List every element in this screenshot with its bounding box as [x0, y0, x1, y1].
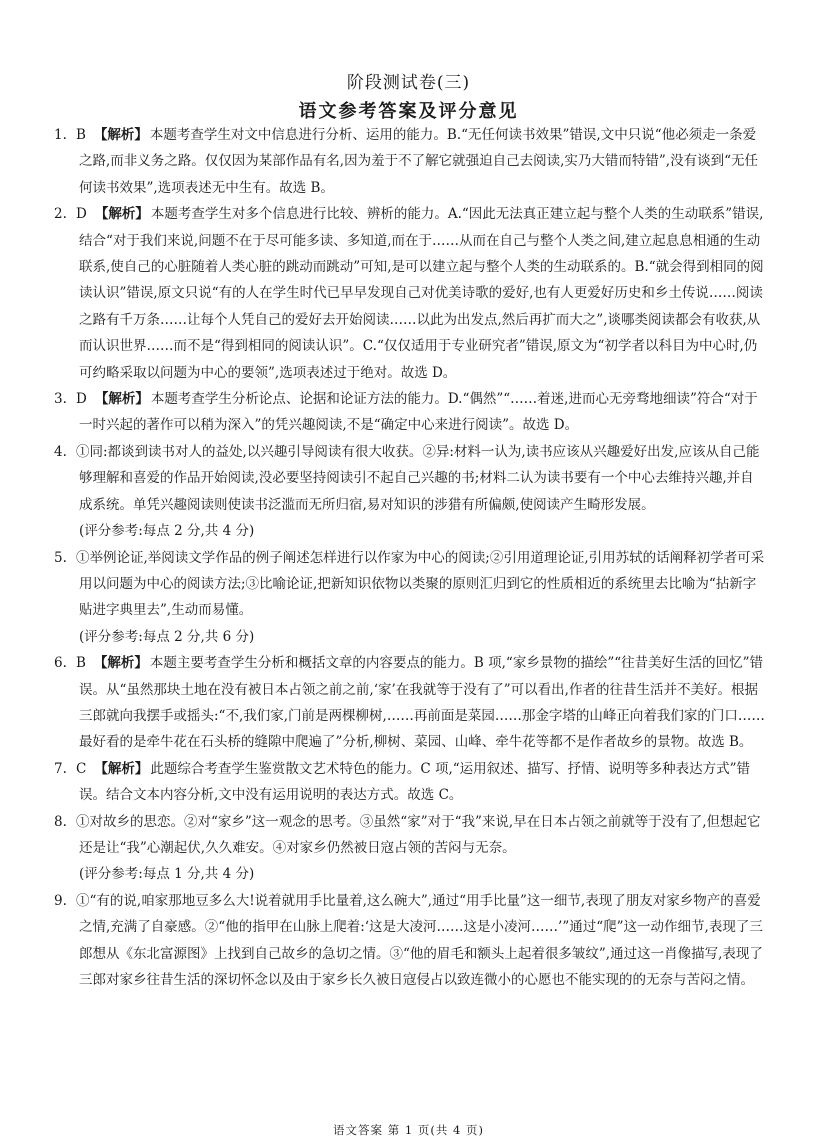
- answer-item-4: [54, 439, 766, 545]
- page-subtitle: 语文参考答案及评分意见: [298, 101, 519, 122]
- item-answer: D: [76, 391, 87, 408]
- item-number: 9.: [54, 892, 67, 909]
- item-answer: B: [76, 655, 86, 672]
- answer-item-8: [54, 809, 766, 888]
- answer-item-2: [54, 201, 766, 386]
- item-text: 本题考查学生对多个信息进行比较、辨析的能力。A.“因此无法真正建立起与整个人类的生动联系”错误,结合“对于我们来说,问题不在于尽可能多读、多知道,而在于……从而在自己与整个人类之间,建立起息息相通的生动联系,使自己的心脏随着人类心脏的跳动而跳动”可知,是可以建立起与整个人类的生动联系的。B.“就会得到相同的阅读认识”错误,原文只说“有的人在学生时代已早早发现自己对优美诗歌的爱好,也有人更爱好历史和乡土传说……阅读之路有千万条……让每个人凭自己的爱好去开始阅读……以此为出发点,然后再扩而大之”,谈哪类阅读都会有收获,从而认识世界……而不是“得到相同的阅读认识”。C.“仅仅适用于专业研究者”错误,原文为“初学者以科目为中心时,仍可约略采取以问题为中心的要领”,选项表述过于绝对。故选 D。: [79, 206, 764, 381]
- item-text: ①对故乡的思恋。②对“家乡”这一观念的思考。③虽然“家”对于“我”来说,早在日本占领之前就等于没有了,但想起它还是让“我”心潮起伏,久久难安。④对家乡仍然被日寇占领的苦闷与无奈。: [76, 813, 761, 856]
- item-answer: C: [76, 760, 87, 777]
- item-text: ①举例论证,举阅读文学作品的例子阐述怎样进行以作家为中心的阅读;②引用道理论证,引用苏轼的话阐释初学者可采用以问题为中心的阅读方法;③比喻论证,把新知识依物以类聚的原则汇归到它的性质相近的系统里去比喻为“拈新字贴进字典里去”,生动而易懂。: [76, 549, 765, 619]
- item-number: 3.: [54, 391, 67, 408]
- analysis-tag: 【解析】: [93, 655, 148, 672]
- item-text: 本题考查学生分析论点、论据和论证方法的能力。D.“偶然”“……着迷,进而心无旁骛地细读”符合“对于一时兴起的著作可以稍为深入”的凭兴趣阅读,不是“确定中心来进行阅读”。故选 D。: [79, 391, 758, 434]
- answer-item-3: [54, 386, 766, 439]
- item-number: 6.: [54, 655, 67, 672]
- item-answer: B: [76, 127, 86, 143]
- item-text: ①同:都谈到读书对人的益处,以兴趣引导阅读有很大收获。②异:材料一认为,读书应该从兴趣爱好出发,应该从自己能够理解和喜爱的作品开始阅读,没必要坚持阅读引不起自己兴趣的书;材料二认为读书要有一个中心去维持兴趣,并自成系统。单凭兴趣阅读则使读书泛滥而无所归宿,易对知识的涉猎有所偏颇,使阅读产生畸形发展。: [76, 443, 760, 513]
- score-note: (评分参考:每点 2 分,共 4 分): [79, 523, 255, 540]
- item-text: ①“有的说,咱家那地豆多么大!说着就用手比量着,这么碗大”,通过“用手比量”这一细节,表现了朋友对家乡物产的喜爱之情,充满了自豪感。②“他的指甲在山脉上爬着:‘这是大凌河……这是小凌河……’”通过“爬”这一动作细节,表现了三郎想从《东北富源图》上找到自己故乡的急切之情。③“他的眉毛和额头上起着很多皱纹”,通过这一肖像描写,表现了三郎对家乡往昔生活的深切怀念以及由于家乡长久被日寇侵占以致连微小的心愿也不能实现的的无奈与苦闷之情。: [76, 892, 763, 988]
- item-answer: D: [76, 206, 87, 223]
- page-footer: 语文答案 第 1 页(共 4 页): [333, 1123, 484, 1137]
- item-number: 1.: [54, 127, 67, 143]
- item-number: 7.: [54, 760, 67, 777]
- item-text: 此题综合考查学生鉴赏散文艺术特色的能力。C 项,“运用叙述、描写、抒情、说明等多种表达方式”错误。结合文本内容分析,文中没有运用说明的表达方式。故选 C。: [79, 760, 751, 804]
- item-number: 5.: [54, 549, 67, 566]
- item-number: 8.: [54, 813, 67, 830]
- analysis-tag: 【解析】: [94, 760, 149, 777]
- analysis-tag: 【解析】: [94, 391, 149, 408]
- score-note: (评分参考:每点 2 分,共 6 分): [79, 628, 255, 645]
- score-note: (评分参考:每点 1 分,共 4 分): [79, 866, 255, 883]
- item-text: 本题考查学生对文中信息进行分析、运用的能力。B.“无任何读书效果”错误,文中只说“他必须走一条爱之路,而非义务之路。仅仅因为某部作品有名,因为羞于不了解它就强迫自己去阅读,实乃大错而特错”,没有谈到“无任何读书效果”,选项表述无中生有。故选 B。: [79, 127, 758, 196]
- analysis-tag: 【解析】: [94, 206, 149, 223]
- answer-item-6: [54, 650, 766, 756]
- item-number: 4.: [54, 443, 67, 460]
- answer-list: [54, 122, 766, 993]
- answer-item-5: [54, 545, 766, 651]
- item-text: 本题主要考查学生分析和概括文章的内容要点的能力。B 项,“家乡景物的描绘”“往昔美好生活的回忆”错误。从“虽然那块土地在没有被日本占领之前之前,‘家’在我就等于没有了”可以看出,作者的往昔生活并不美好。根据三郎就向我摆手或摇头:“不,我们家,门前是两棵柳树,……再前面是菜园……那金字塔的山峰正向着我们家的门口……最好看的是牵牛花在石头桥的缝隙中爬遍了”分析,柳树、菜园、山峰、牵牛花等都不是作者故乡的景物。故选 B。: [79, 655, 765, 751]
- item-number: 2.: [54, 206, 67, 223]
- answer-item-9: [54, 888, 766, 994]
- answer-item-7: [54, 756, 766, 809]
- analysis-tag: 【解析】: [93, 127, 148, 143]
- page-title: 阶段测试卷(三): [346, 73, 471, 93]
- answer-item-1: [54, 122, 766, 201]
